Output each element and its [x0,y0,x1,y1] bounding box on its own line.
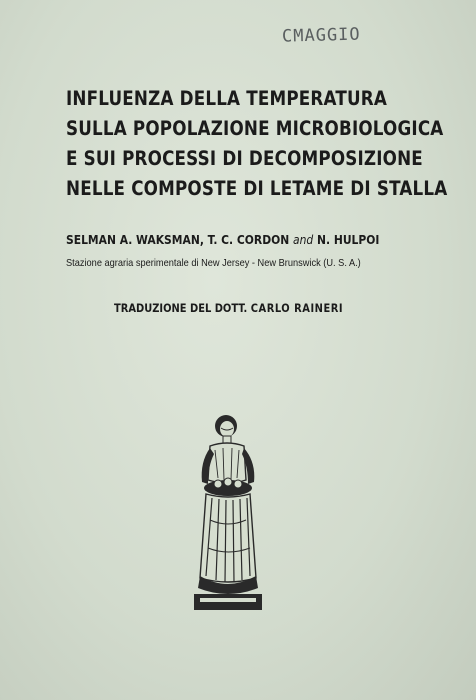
authors-names: SELMAN A. WAKSMAN, T. C. CORDON [66,232,290,247]
title-line: NELLE COMPOSTE DI LETAME DI STALLA [66,177,448,200]
title-line: INFLUENZA DELLA TEMPERATURA [66,87,387,110]
cover-stamp: CMAGGIO [281,24,361,47]
title-line: SULLA POPOLAZIONE MICROBIOLOGICA [66,117,444,140]
title-line: E SUI PROCESSI DI DECOMPOSIZIONE [66,147,423,170]
translator-name: CARLO RAINERI [250,301,344,315]
institution-line: Stazione agraria sperimentale di New Jersey - New Brunswick (U. S. A.) [66,257,361,269]
translation-credit [114,301,343,315]
translation-prefix: TRADUZIONE DEL DOTT. [114,301,248,315]
classical-statue-engraving-icon [188,410,268,612]
authors-last-name: N. HULPOI [316,232,380,247]
authors-conjunction: and [293,232,314,247]
document-title [66,84,448,204]
authors-line [66,232,379,247]
